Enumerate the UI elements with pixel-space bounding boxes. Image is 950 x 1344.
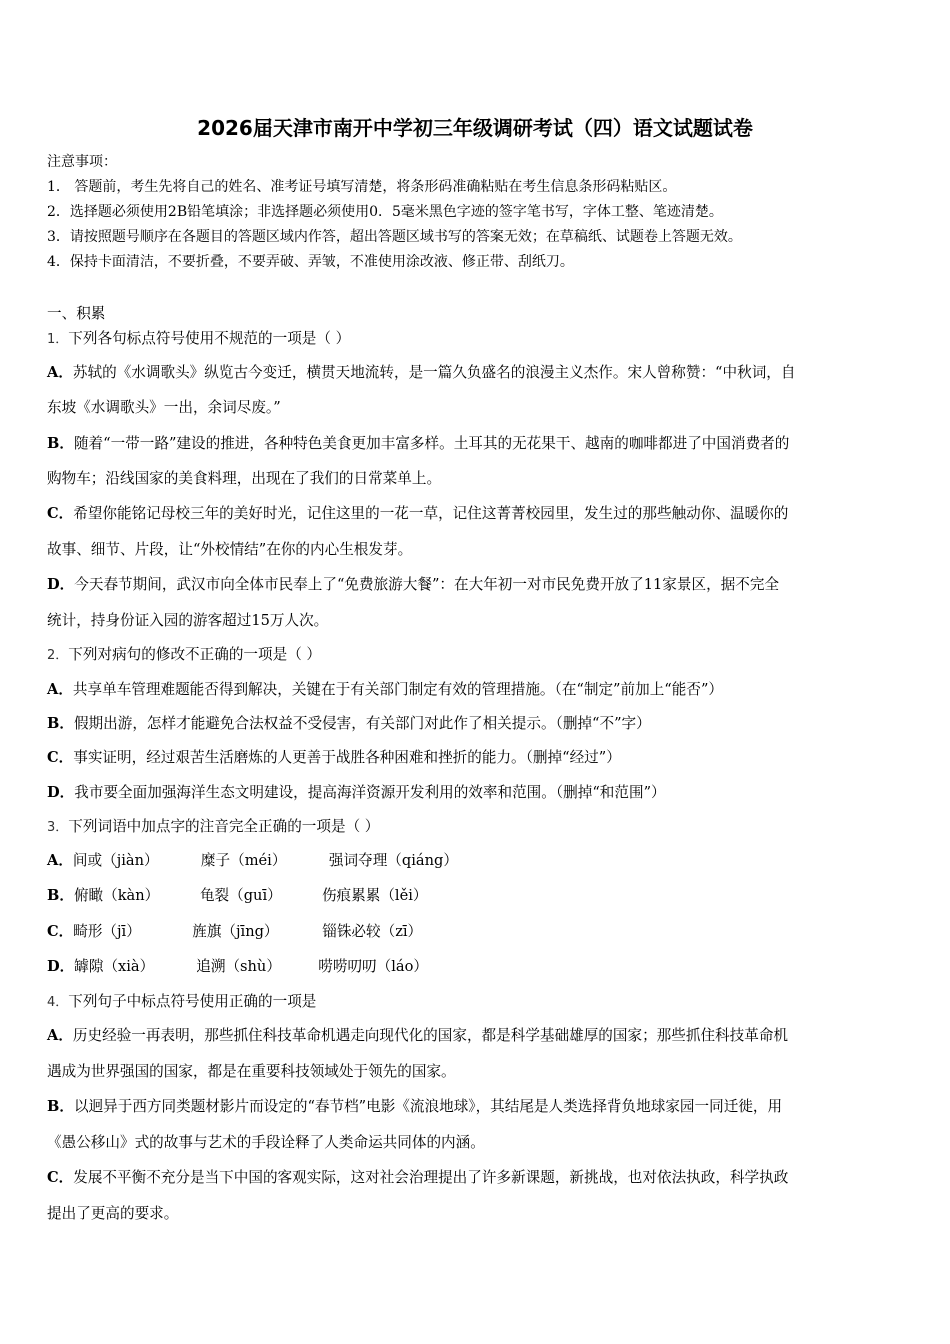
q2-option-d xyxy=(47,781,907,802)
option-label: A． xyxy=(47,364,73,381)
option-text: 希望你能铭记母校三年的美好时光，记住这里的一花一草，记住这菁菁校园里，发生过的那些触动你、温暖你的 xyxy=(73,505,789,522)
question-text: 下列各句标点符号使用不规范的一项是（ ） xyxy=(68,330,351,347)
option-item: 罅隙（xià） xyxy=(74,958,155,975)
q4-option-a xyxy=(47,1024,907,1045)
question-number: 2． xyxy=(47,648,69,663)
q1-option-b-cont: 购物车；沿线国家的美食料理，出现在了我们的日常菜单上。 xyxy=(47,470,442,487)
option-text: 共享单车管理难题能否得到解决，关键在于有关部门制定有效的管理措施。（在“制定”前加上“能否”） xyxy=(72,681,724,698)
question-3-stem xyxy=(47,815,907,836)
option-text: 事实证明，经过艰苦生活磨炼的人更善于战胜各种困难和挫折的能力。（删掉“经过”） xyxy=(73,749,621,766)
option-label: D． xyxy=(47,576,75,593)
option-label: C． xyxy=(47,749,74,766)
option-item: 伤痕累累（lěi） xyxy=(321,887,428,904)
option-label: B． xyxy=(47,435,74,452)
option-label: C． xyxy=(47,505,74,522)
notice-heading: 注意事项： xyxy=(47,154,117,170)
section-heading: 一、积累 xyxy=(47,305,106,322)
question-number: 4． xyxy=(47,995,69,1010)
q1-option-b xyxy=(47,432,907,453)
q1-option-c xyxy=(47,502,907,523)
question-number: 1． xyxy=(47,332,69,347)
notice-item-2: 2．选择题必须使用2B铅笔填涂；非选择题必须使用0．5毫米黑色字迹的签字笔书写，字体工整、笔迹清楚。 xyxy=(47,204,723,220)
option-label: C． xyxy=(47,1169,74,1186)
option-item: 间或（jiàn） xyxy=(72,852,159,869)
q4-option-a-cont: 遇成为世界强国的国家，都是在重要科技领域处于领先的国家。 xyxy=(47,1063,456,1080)
question-text: 下列句子中标点符号使用正确的一项是 xyxy=(68,993,317,1010)
option-label: C． xyxy=(47,923,74,940)
q1-option-a-cont: 东坡《水调歌头》一出，余词尽废。” xyxy=(47,399,281,416)
question-text: 下列词语中加点字的注音完全正确的一项是（ ） xyxy=(68,818,380,835)
option-item: 糜子（méi） xyxy=(200,852,287,869)
q4-option-c-cont: 提出了更高的要求。 xyxy=(47,1205,179,1222)
q3-option-a xyxy=(47,849,907,870)
option-text: 假期出游，怎样才能避免合法权益不受侵害，有关部门对此作了相关提示。（删掉“不”字） xyxy=(73,715,651,732)
option-item: 旌旗（jīng） xyxy=(192,923,279,940)
option-item: 畸形（jī） xyxy=(73,923,141,940)
question-1-stem xyxy=(47,327,907,348)
q2-option-c xyxy=(47,746,907,767)
q3-option-b xyxy=(47,884,907,905)
option-label: A． xyxy=(47,1027,73,1044)
option-item: 追溯（shù） xyxy=(196,958,281,975)
option-label: B． xyxy=(47,1098,74,1115)
q4-option-b-cont: 《愚公移山》式的故事与艺术的手段诠释了人类命运共同体的内涵。 xyxy=(47,1134,485,1151)
page-title: 2026届天津市南开中学初三年级调研考试（四）语文试题试卷 xyxy=(197,116,753,140)
q1-option-a xyxy=(47,361,907,382)
q4-option-c xyxy=(47,1166,907,1187)
question-2-stem xyxy=(47,643,907,664)
q1-option-c-cont: 故事、细节、片段，让“外校情结”在你的内心生根发芽。 xyxy=(47,541,413,558)
option-item: 强词夺理（qiáng） xyxy=(328,852,458,869)
q1-option-d-cont: 统计，持身份证入园的游客超过15万人次。 xyxy=(47,612,329,629)
option-label: A． xyxy=(47,852,73,869)
question-number: 3． xyxy=(47,820,69,835)
option-text: 历史经验一再表明，那些抓住科技革命机遇走向现代化的国家，都是科学基础雄厚的国家；那些抓住科技革命机 xyxy=(72,1027,789,1044)
option-text: 我市要全面加强海洋生态文明建设，提高海洋资源开发利用的效率和范围。（删掉“和范围”） xyxy=(74,784,666,801)
notice-item-3: 3．请按照题号顺序在各题目的答题区域内作答，超出答题区域书写的答案无效；在草稿纸、试题卷上答题无效。 xyxy=(47,229,742,245)
option-text: 发展不平衡不充分是当下中国的客观实际，这对社会治理提出了许多新课题，新挑战，也对依法执政，科学执政 xyxy=(73,1169,789,1186)
option-text: 随着“一带一路”建设的推进，各种特色美食更加丰富多样。土耳其的无花果干、越南的咖啡都进了中国消费者的 xyxy=(73,435,790,452)
option-item: 龟裂（guī） xyxy=(199,887,282,904)
question-text: 下列对病句的修改不正确的一项是（ ） xyxy=(68,646,322,663)
q2-option-a xyxy=(47,678,907,699)
option-label: B． xyxy=(47,887,74,904)
notice-item-1: 1． 答题前，考生先将自己的姓名、准考证号填写清楚，将条形码准确粘贴在考生信息条形码粘贴区。 xyxy=(47,179,677,195)
option-label: B． xyxy=(47,715,74,732)
option-item: 锱铢必较（zī） xyxy=(322,923,423,940)
option-label: A． xyxy=(47,681,73,698)
option-label: D． xyxy=(47,784,75,801)
q3-option-d xyxy=(47,955,907,976)
question-4-stem xyxy=(47,990,907,1011)
option-item: 俯瞰（kàn） xyxy=(73,887,160,904)
option-label: D． xyxy=(47,958,75,975)
q4-option-b xyxy=(47,1095,907,1116)
notice-item-4: 4．保持卡面清洁，不要折叠，不要弄破、弄皱，不准使用涂改液、修正带、刮纸刀。 xyxy=(47,254,574,270)
option-text: 苏轼的《水调歌头》纵览古今变迁，横贯天地流转，是一篇久负盛名的浪漫主义杰作。宋人曾称赞：“中秋词，自 xyxy=(72,364,796,381)
option-text: 以迥异于西方同类题材影片而设定的“春节档”电影《流浪地球》，其结尾是人类选择背负地球家园一同迁徙，用 xyxy=(73,1098,783,1115)
q1-option-d xyxy=(47,573,907,594)
q3-option-c xyxy=(47,920,907,941)
option-item: 唠唠叨叨（láo） xyxy=(318,958,428,975)
q2-option-b xyxy=(47,712,907,733)
option-text: 今天春节期间，武汉市向全体市民奉上了“免费旅游大餐”：在大年初一对市民免费开放了11家景区，据不完全 xyxy=(74,576,780,593)
